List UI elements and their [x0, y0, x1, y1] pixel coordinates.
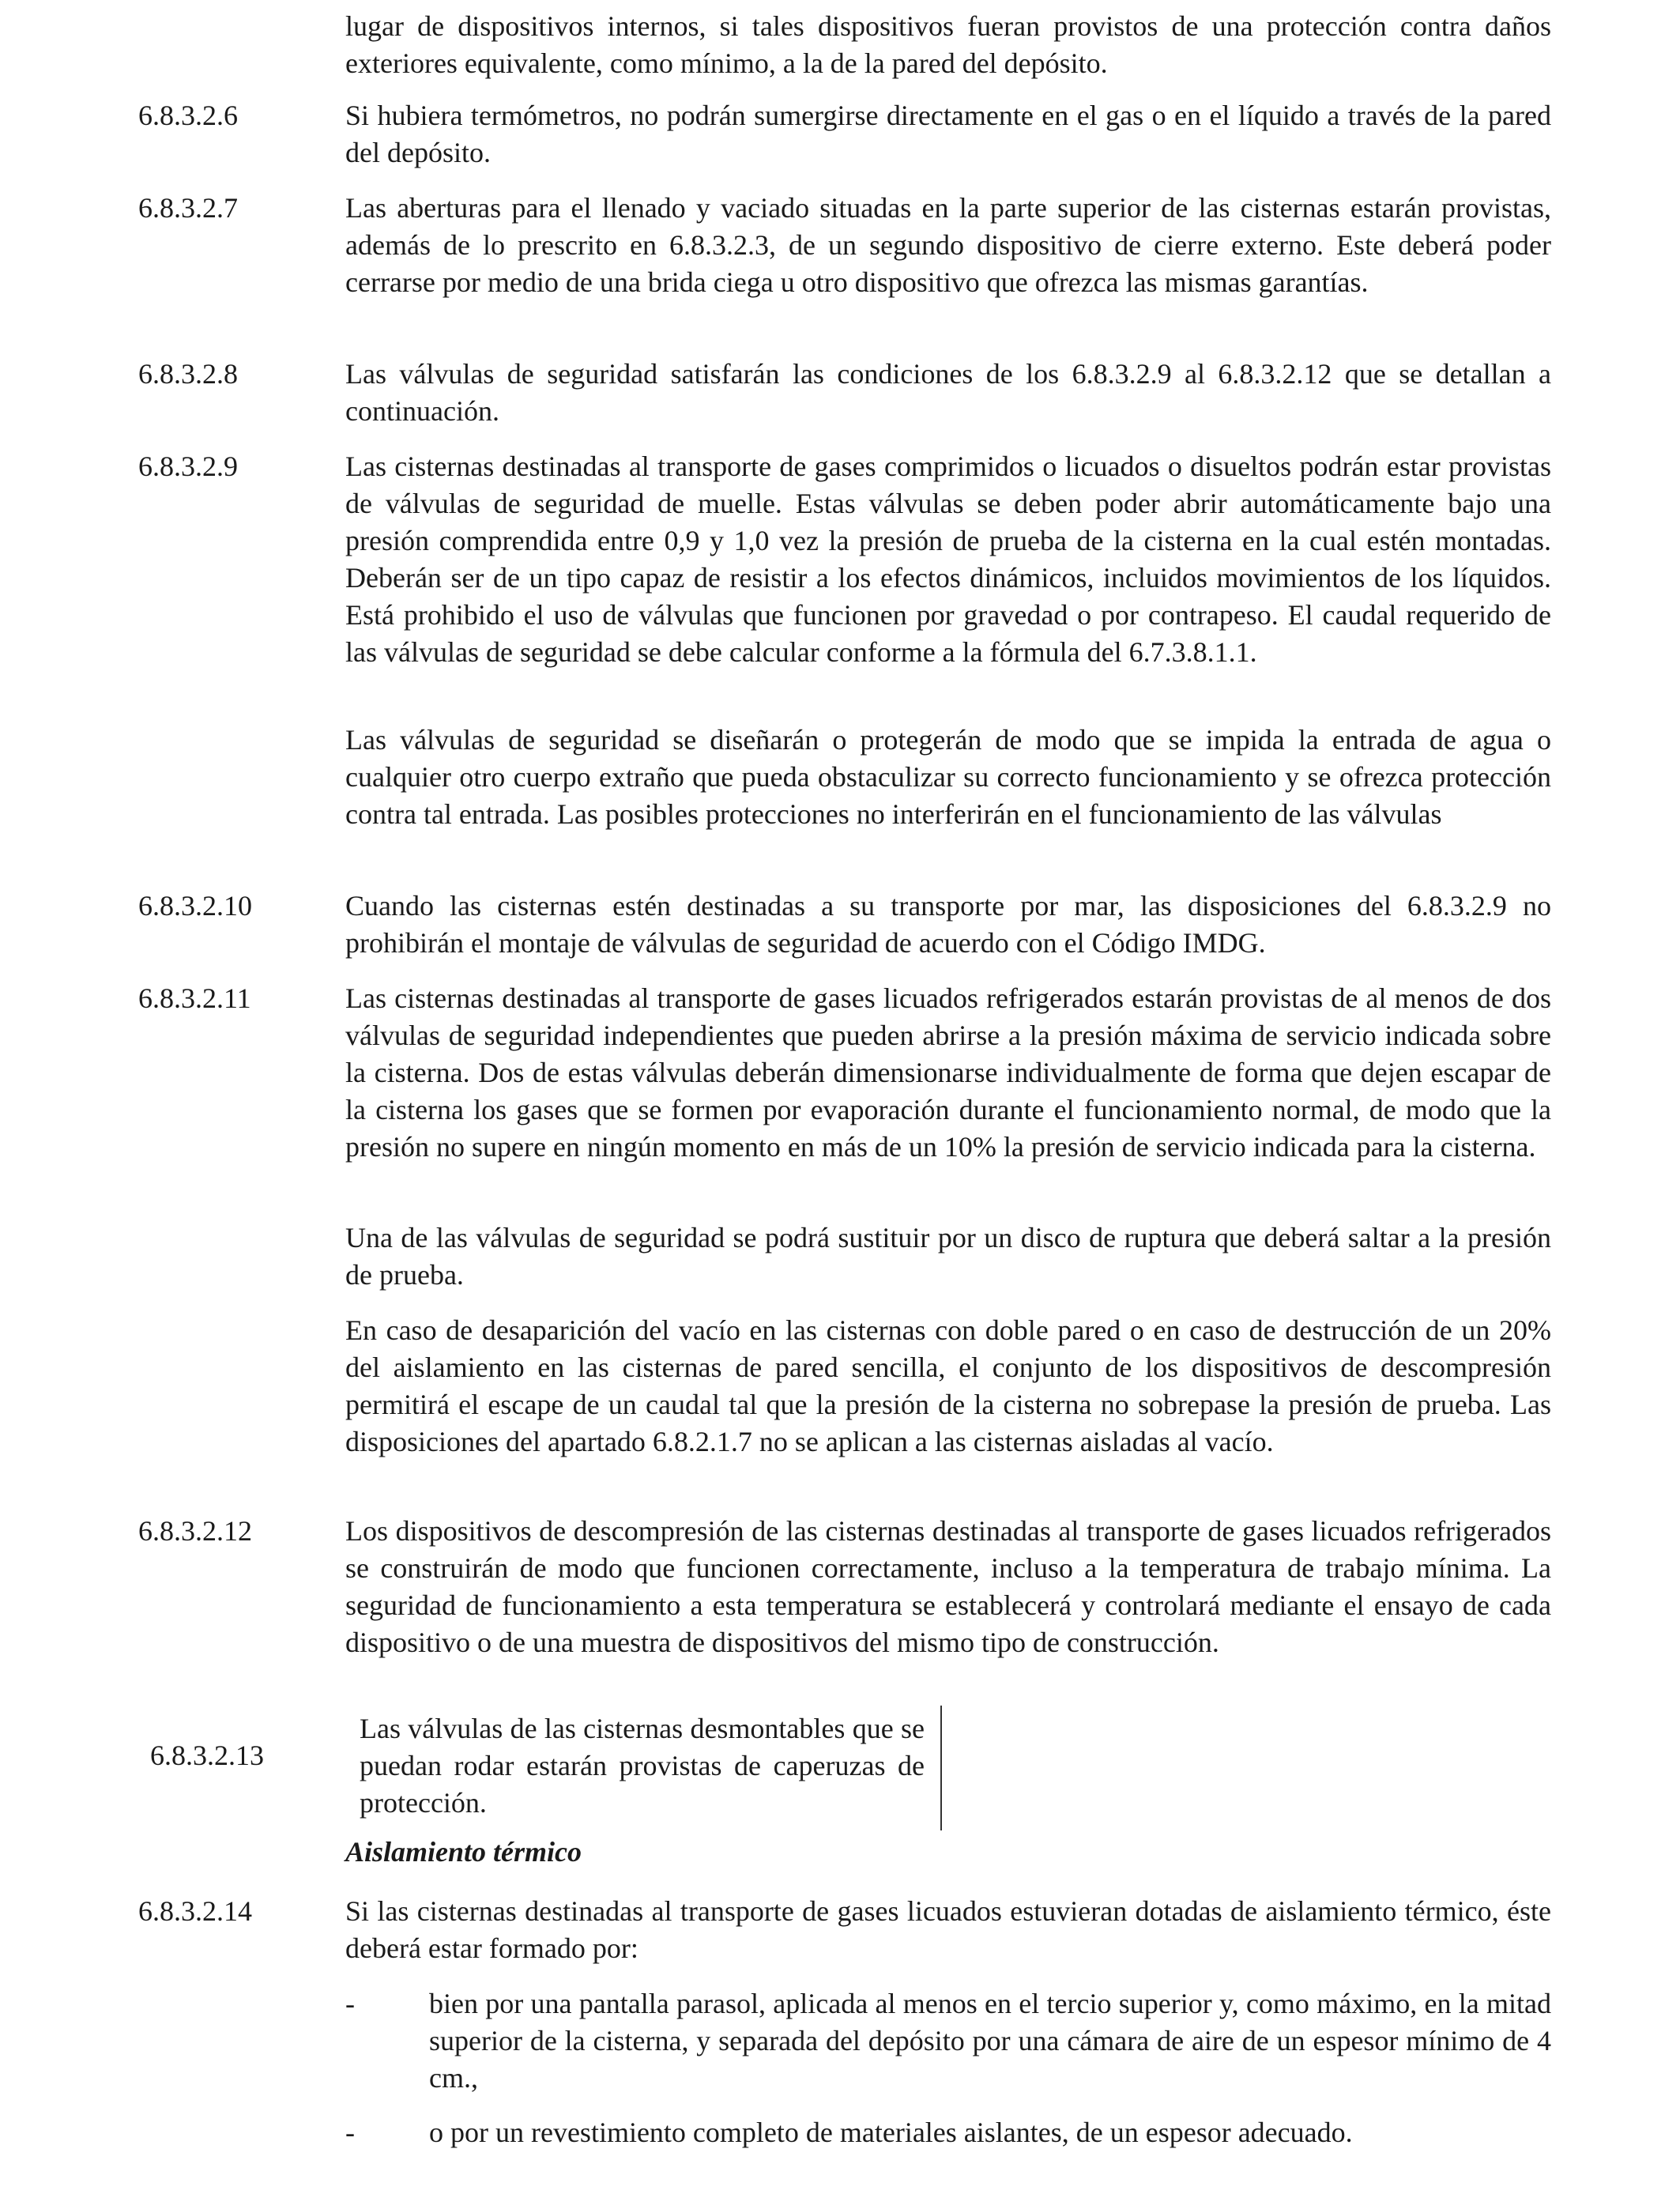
- section-number: 6.8.3.2.8: [138, 358, 238, 390]
- section-number: 6.8.3.2.14: [138, 1895, 252, 1927]
- subsection-heading: Aislamiento térmico: [345, 1836, 582, 1868]
- paragraph: Si hubiera termómetros, no podrán sumergirse directamente en el gas o en el líquido a través de la pared del depósito.: [345, 100, 1551, 168]
- section-number: 6.8.3.2.12: [138, 1515, 252, 1547]
- paragraph: Una de las válvulas de seguridad se podrá sustituir por un disco de ruptura que deberá saltar a la presión de prueba.: [345, 1222, 1551, 1291]
- section-number: 6.8.3.2.13: [150, 1740, 264, 1771]
- paragraph: Las cisternas destinadas al transporte de gases licuados refrigerados estarán provistas de al menos de dos válvulas de seguridad independientes que pueden abrirse a la presión máxima de servicio indicada sobre la cisterna. Dos de estas válvulas deberán dimensionarse individualmente de forma que dejen escapar de la cisterna los gases que se formen por evaporación durante el funcionamiento normal, de modo que la presión no supere en ningún momento en más de un 10% la presión de servicio indicada para la cisterna.: [345, 982, 1551, 1163]
- paragraph: Las aberturas para el llenado y vaciado situadas en la parte superior de las cisternas estarán provistas, además de lo prescrito en 6.8.3.2.3, de un segundo dispositivo de cierre externo. Este deberá poder cerrarse por medio de una brida ciega u otro dispositivo que ofrezca las mismas garantías.: [345, 192, 1551, 298]
- change-bar: [940, 1706, 942, 1830]
- paragraph: Las válvulas de seguridad se diseñarán o protegerán de modo que se impida la entrada de agua o cualquier otro cuerpo extraño que pueda obstaculizar su correcto funcionamiento y se ofrezca protección contra tal entrada. Las posibles protecciones no interferirán en el funcionamiento de las válvulas: [345, 724, 1551, 830]
- paragraph: Las cisternas destinadas al transporte de gases comprimidos o licuados o disueltos podrán estar provistas de válvulas de seguridad de muelle. Estas válvulas se deben poder abrir automáticamente bajo una presión comprendida entre 0,9 y 1,0 vez la presión de prueba de la cisterna en la cual estén montadas. Deberán ser de un tipo capaz de resistir a los efectos dinámicos, incluidos movimientos de los líquidos. Está prohibido el uso de válvulas que funcionen por gravedad o por contrapeso. El caudal requerido de las válvulas de seguridad se debe calcular conforme a la fórmula del 6.7.3.8.1.1.: [345, 450, 1551, 668]
- paragraph: Cuando las cisternas estén destinadas a su transporte por mar, las disposiciones del 6.8.3.2.9 no prohibirán el montaje de válvulas de seguridad de acuerdo con el Código IMDG.: [345, 890, 1551, 959]
- paragraph: En caso de desaparición del vacío en las cisternas con doble pared o en caso de destrucción de un 20% del aislamiento en las cisternas de pared sencilla, el conjunto de los dispositivos de descompresión permitirá el escape de un caudal tal que la presión de la cisterna no sobrepase la presión de prueba. Las disposiciones del apartado 6.8.2.1.7 no se aplican a las cisternas aisladas al vacío.: [345, 1314, 1551, 1457]
- list-dash: -: [345, 2117, 355, 2148]
- section-number: 6.8.3.2.9: [138, 450, 238, 482]
- paragraph: Los dispositivos de descompresión de las cisternas destinadas al transporte de gases licuados refrigerados se construirán de modo que funcionen correctamente, incluso a la temperatura de trabajo mínima. La seguridad de funcionamiento a esta temperatura se establecerá y controlará mediante el ensayo de cada dispositivo o de una muestra de dispositivos del mismo tipo de construcción.: [345, 1515, 1551, 1658]
- paragraph: Si las cisternas destinadas al transporte de gases licuados estuvieran dotadas de aislamiento térmico, éste deberá estar formado por:: [345, 1895, 1551, 1964]
- section-number: 6.8.3.2.11: [138, 982, 251, 1014]
- section-number: 6.8.3.2.10: [138, 890, 252, 922]
- paragraph: Las válvulas de las cisternas desmontables que se puedan rodar estarán provistas de caperuzas de protección.: [360, 1713, 925, 1819]
- list-dash: -: [345, 1988, 355, 2019]
- section-number: 6.8.3.2.7: [138, 192, 238, 224]
- section-number: 6.8.3.2.6: [138, 100, 238, 131]
- list-item: bien por una pantalla parasol, aplicada al menos en el tercio superior y, como máximo, en la mitad superior de la cisterna, y separada del depósito por una cámara de aire de un espesor mínimo de 4 cm.,: [429, 1988, 1551, 2094]
- list-item: o por un revestimiento completo de materiales aislantes, de un espesor adecuado.: [429, 2117, 1353, 2148]
- paragraph: lugar de dispositivos internos, si tales dispositivos fueran provistos de una protección contra daños exteriores equivalente, como mínimo, a la de la pared del depósito.: [345, 10, 1551, 79]
- paragraph: Las válvulas de seguridad satisfarán las condiciones de los 6.8.3.2.9 al 6.8.3.2.12 que se detallan a continuación.: [345, 358, 1551, 427]
